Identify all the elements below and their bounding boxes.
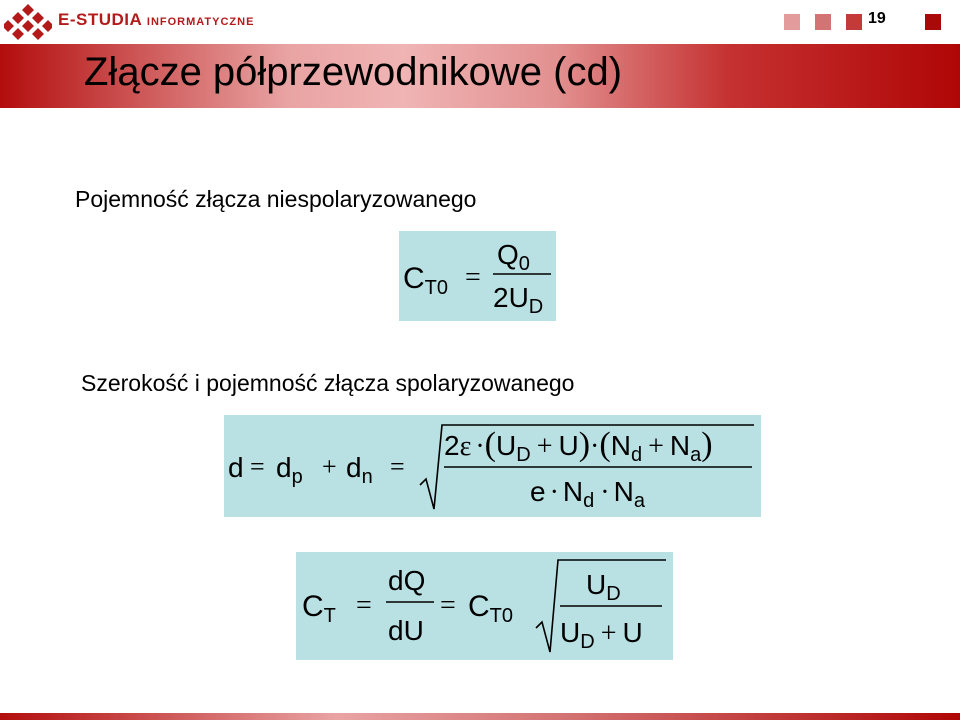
f3-numerator: dQ [388,565,426,596]
f2-dp: $d_p$ [276,452,303,488]
header-square-4 [925,14,941,30]
header-square-1 [784,14,800,30]
f2-eq1: = [250,452,265,481]
f3-eq1: = [356,590,372,621]
slide-title: Złącze półprzewodnikowe (cd) [84,50,623,94]
section2-label: Szerokość i pojemność złącza spolaryzowanego [81,370,575,396]
bottom-bar [0,713,960,720]
f3-root-numerator: $U_D$ [586,569,621,605]
formula-ct-box [296,552,673,660]
formula-d-box [224,415,761,517]
f3-ct0: $C_{T0}$ [468,590,514,627]
brand-sub: INFORMATYCZNE [146,16,255,28]
f3-eq2: = [440,590,456,621]
formula-ct [296,552,673,660]
formula-ct0-box [399,231,556,321]
formula-ct0 [399,231,556,321]
f3-denominator: dU [388,615,424,646]
f1-numerator: $Q_0$ [497,239,530,275]
f3-lhs: $C_T$ [302,590,336,627]
formula-d [224,415,761,517]
header-squares [0,14,960,34]
brand-main: E-STUDIA [58,10,142,29]
f1-equals: = [465,262,481,293]
f3-root-denominator: $U_D + U$ [560,617,643,653]
header-square-2 [815,14,831,30]
section1-label: Pojemność złącza niespolaryzowanego [75,186,477,212]
f2-eq2: = [390,452,405,481]
f1-denominator: $2U_D$ [493,282,544,318]
f2-numerator: $2\varepsilon \cdot(U_D + U)\cdot(N_d + N_a)$ [444,426,713,466]
page-number: 19 [868,10,886,27]
header-square-3 [846,14,862,30]
f2-dn: $d_n$ [346,452,373,488]
f1-lhs: $C_{T0}$ [403,262,449,299]
f2-plus1: + [322,452,337,481]
f2-denominator: $e \cdot N_d \cdot N_a$ [530,476,645,512]
f2-d: d [228,452,244,483]
